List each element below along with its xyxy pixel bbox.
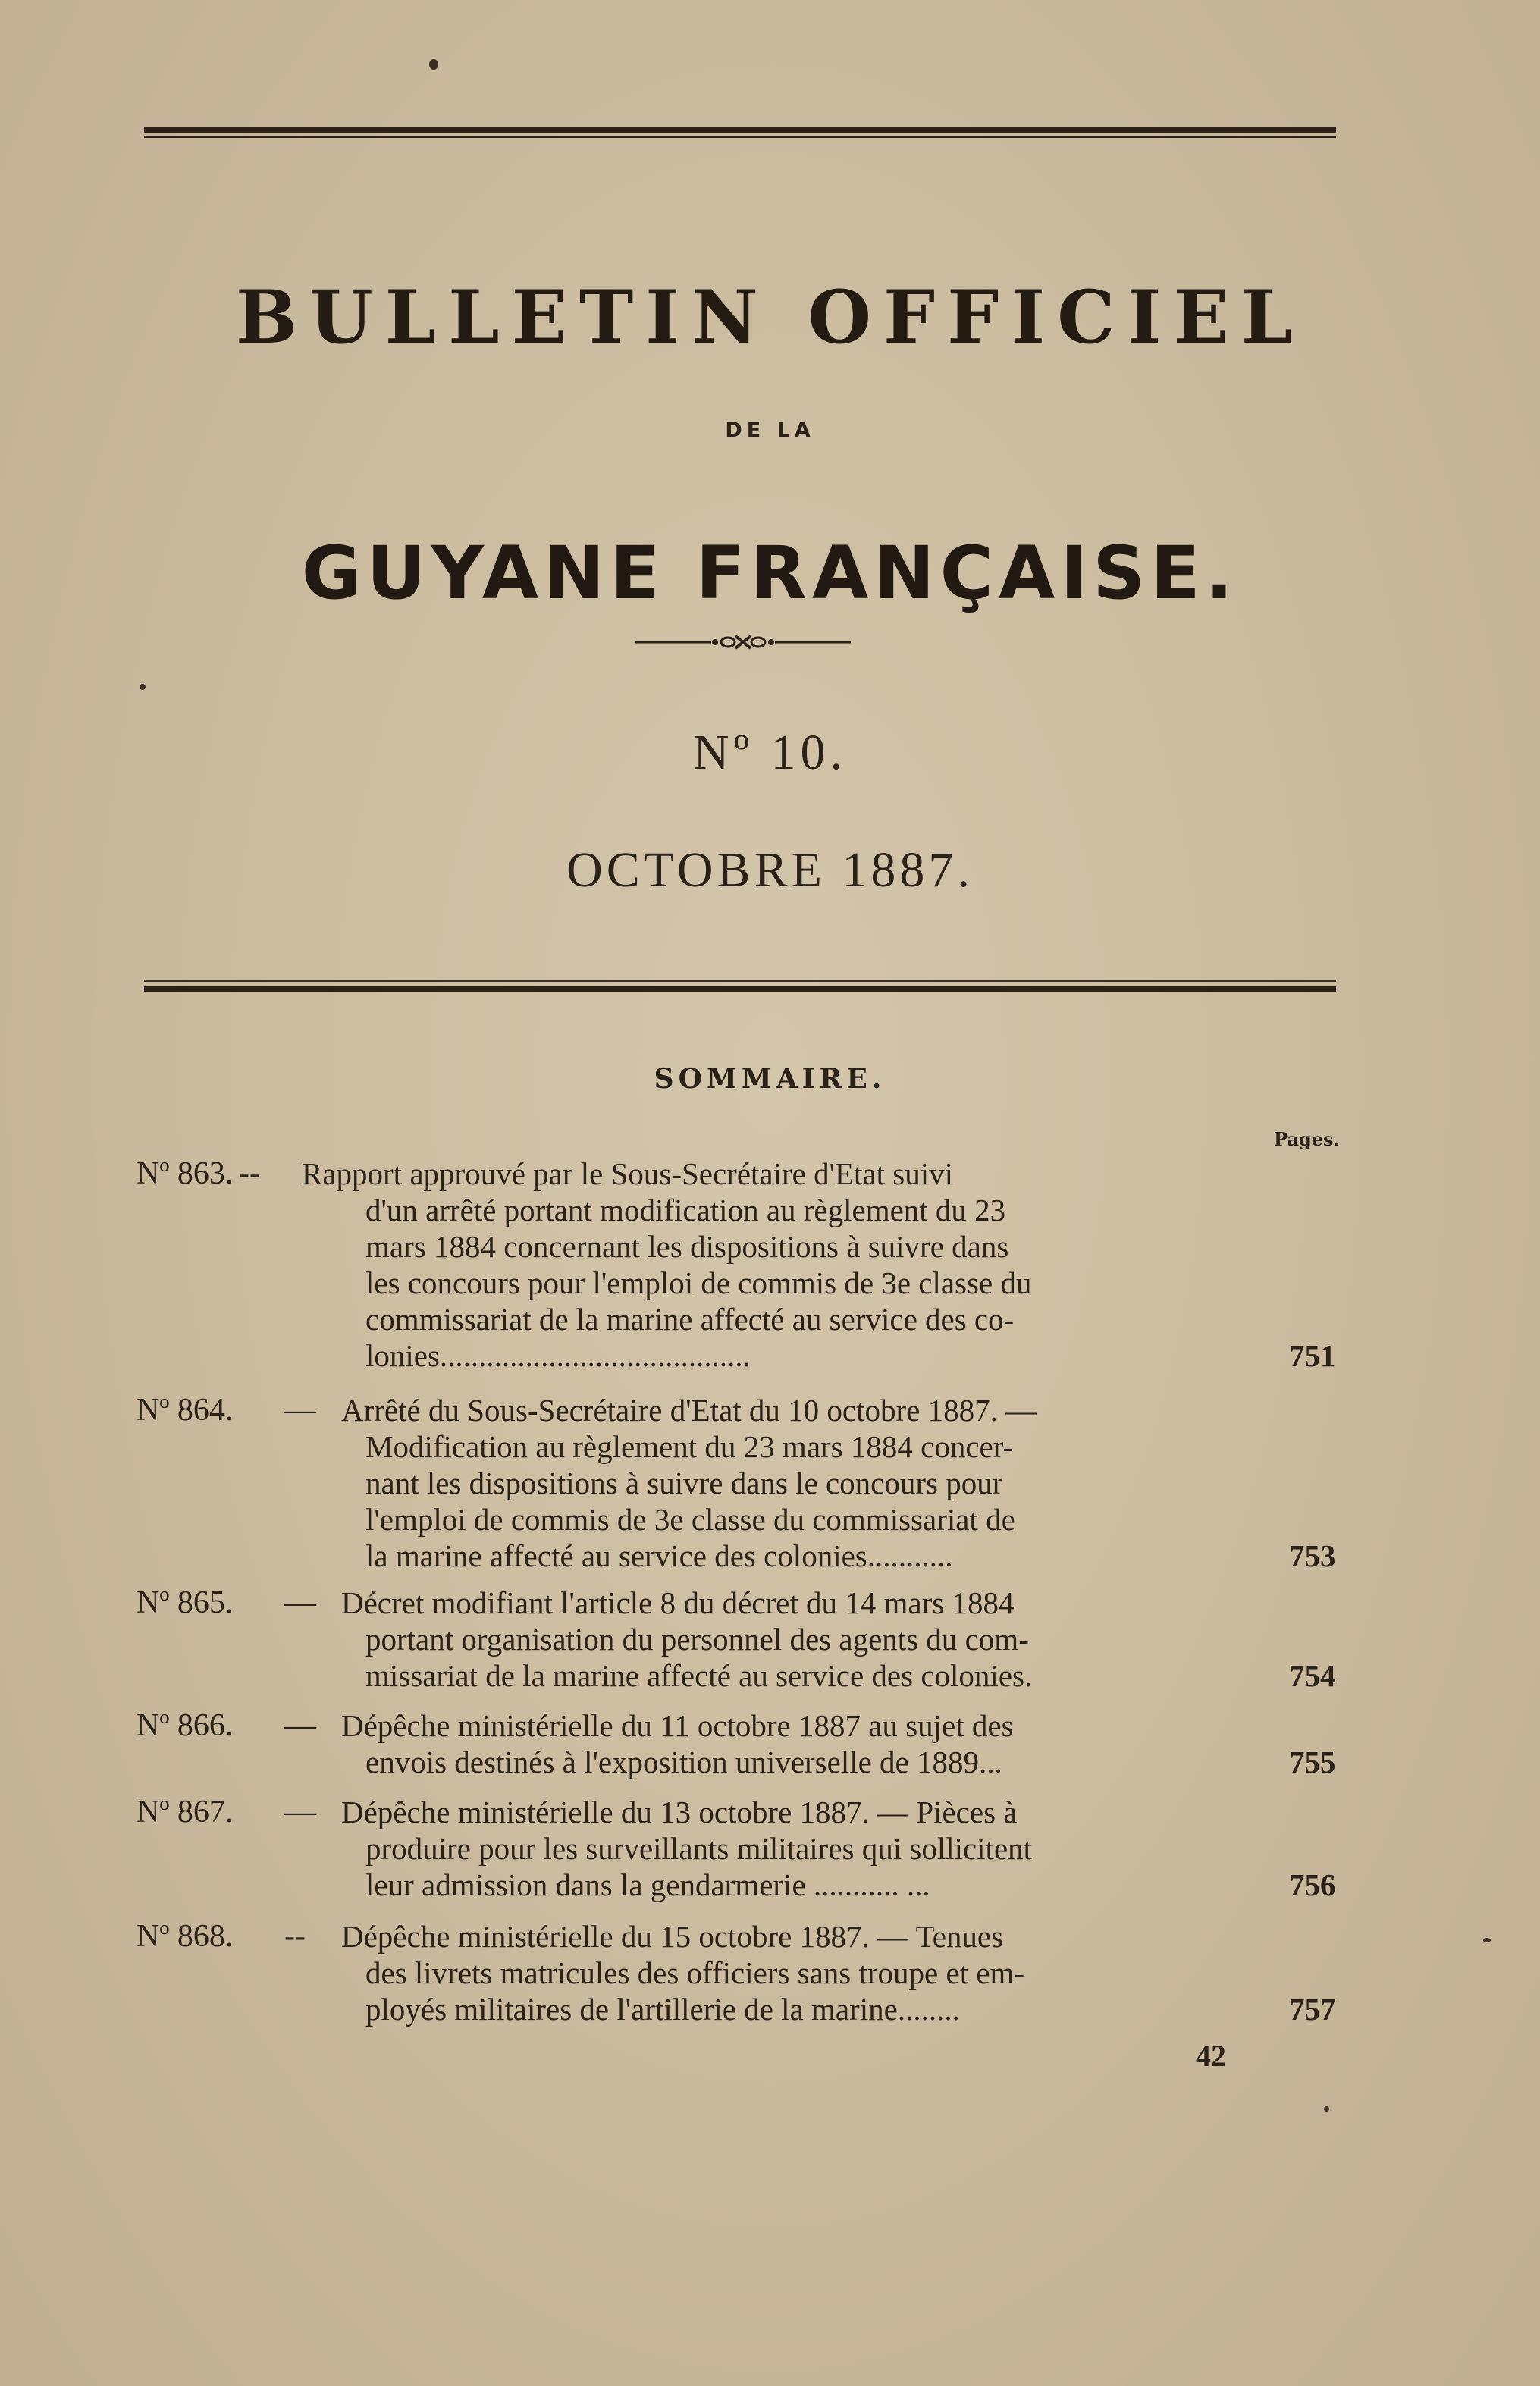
folio-number: 42 [1196, 2039, 1226, 2073]
entry-line: missariat de la marine affecté au service des colonies. [365, 1658, 1033, 1693]
entry-text [341, 1707, 1251, 1744]
entry-dash: — [284, 1708, 316, 1743]
entry-dash: — [284, 1393, 316, 1428]
entry-line: Arrêté du Sous-Secrétaire d'Etat du 10 octobre 1887. — [341, 1393, 1037, 1428]
middle-double-rule [144, 980, 1336, 992]
pages-column-label: Pages. [1274, 1128, 1340, 1150]
issue-date: OCTOBRE 1887. [566, 842, 974, 898]
entry-line: commissariat de la marine affecté au service des co- [365, 1302, 1015, 1337]
entry-line: des livrets matricules des officiers sans troupe et em- [365, 1955, 1025, 1990]
sommaire-heading: SOMMAIRE. [654, 1063, 886, 1095]
guyane-francaise-heading: GUYANE FRANÇAISE. [301, 531, 1239, 616]
entry-line: Dépêche ministérielle du 13 octobre 1887. — Pièces à [341, 1795, 1018, 1829]
ink-speck [429, 59, 438, 70]
entry-number: Nº 866. [136, 1708, 234, 1743]
entry-page: 755 [1289, 1745, 1336, 1779]
entry-line: Rapport approuvé par le Sous-Secrétaire d'Etat suivi [302, 1156, 954, 1191]
entry-line: produire pour les surveillants militaires qui sollicitent [365, 1831, 1033, 1866]
entry-text-continued [365, 1955, 1275, 2027]
entry-dash: — [284, 1795, 316, 1829]
entry-line: l'emploi de commis de 3e classe du commissariat de [365, 1502, 1015, 1537]
entry-line: lonies........................................ [365, 1338, 751, 1373]
entry-line: Décret modifiant l'article 8 du décret du 14 mars 1884 [341, 1585, 1015, 1620]
entry-line: Dépêche ministérielle du 15 octobre 1887. — Tenues [341, 1919, 1004, 1954]
entry-text-continued [365, 1744, 1275, 1780]
entry-line: mars 1884 concernant les dispositions à suivre dans [365, 1229, 1009, 1264]
entry-line: envois destinés à l'exposition universelle de 1889... [365, 1745, 1002, 1779]
entry-line: d'un arrêté portant modification au règlement du 23 [365, 1193, 1006, 1227]
entry-text [341, 1794, 1251, 1830]
ink-speck [1483, 1938, 1491, 1942]
entry-line: Dépêche ministérielle du 11 octobre 1887 au sujet des [341, 1708, 1014, 1743]
ink-speck [1324, 2106, 1329, 2112]
entry-line: nant les dispositions à suivre dans le concours pour [365, 1466, 1003, 1500]
entry-line: leur admission dans la gendarmerie ........... ... [365, 1867, 930, 1902]
top-double-rule [144, 127, 1336, 138]
entry-page: 756 [1289, 1867, 1336, 1902]
entry-text [341, 1918, 1251, 1955]
entry-page: 754 [1289, 1658, 1336, 1693]
entry-text-continued [365, 1428, 1275, 1574]
entry-text [341, 1392, 1251, 1428]
entry-dash: -- [239, 1156, 260, 1191]
entry-line: portant organisation du personnel des agents du com- [365, 1622, 1029, 1657]
entry-dash: — [284, 1585, 316, 1620]
ornament-divider [635, 633, 851, 651]
entry-number: Nº 864. [136, 1393, 234, 1428]
subtitle-de-la: DE LA [725, 419, 815, 442]
entry-page: 751 [1289, 1338, 1336, 1373]
issue-number: Nº 10. [692, 725, 848, 780]
entry-dash: -- [284, 1919, 306, 1954]
entry-number: Nº 863. [136, 1156, 234, 1191]
entry-page: 757 [1289, 1992, 1336, 2027]
bulletin-title: BULLETIN OFFICIEL [235, 274, 1305, 360]
entry-number: Nº 865. [136, 1585, 234, 1620]
entry-text-continued [365, 1830, 1275, 1903]
entry-number: Nº 867. [136, 1795, 234, 1829]
entry-line: Modification au règlement du 23 mars 1884 concer- [365, 1429, 1014, 1464]
entry-line: les concours pour l'emploi de commis de 3e classe du [365, 1265, 1032, 1300]
entry-text [341, 1585, 1251, 1621]
entry-text-continued [365, 1621, 1275, 1694]
ink-speck [140, 684, 146, 690]
entry-page: 753 [1289, 1538, 1336, 1573]
entry-line: ployés militaires de l'artillerie de la marine........ [365, 1992, 960, 2027]
entry-number: Nº 868. [136, 1919, 234, 1954]
entry-text-continued [365, 1192, 1275, 1374]
entry-line: la marine affecté au service des colonies........... [365, 1538, 953, 1573]
entry-text [302, 1155, 1212, 1192]
